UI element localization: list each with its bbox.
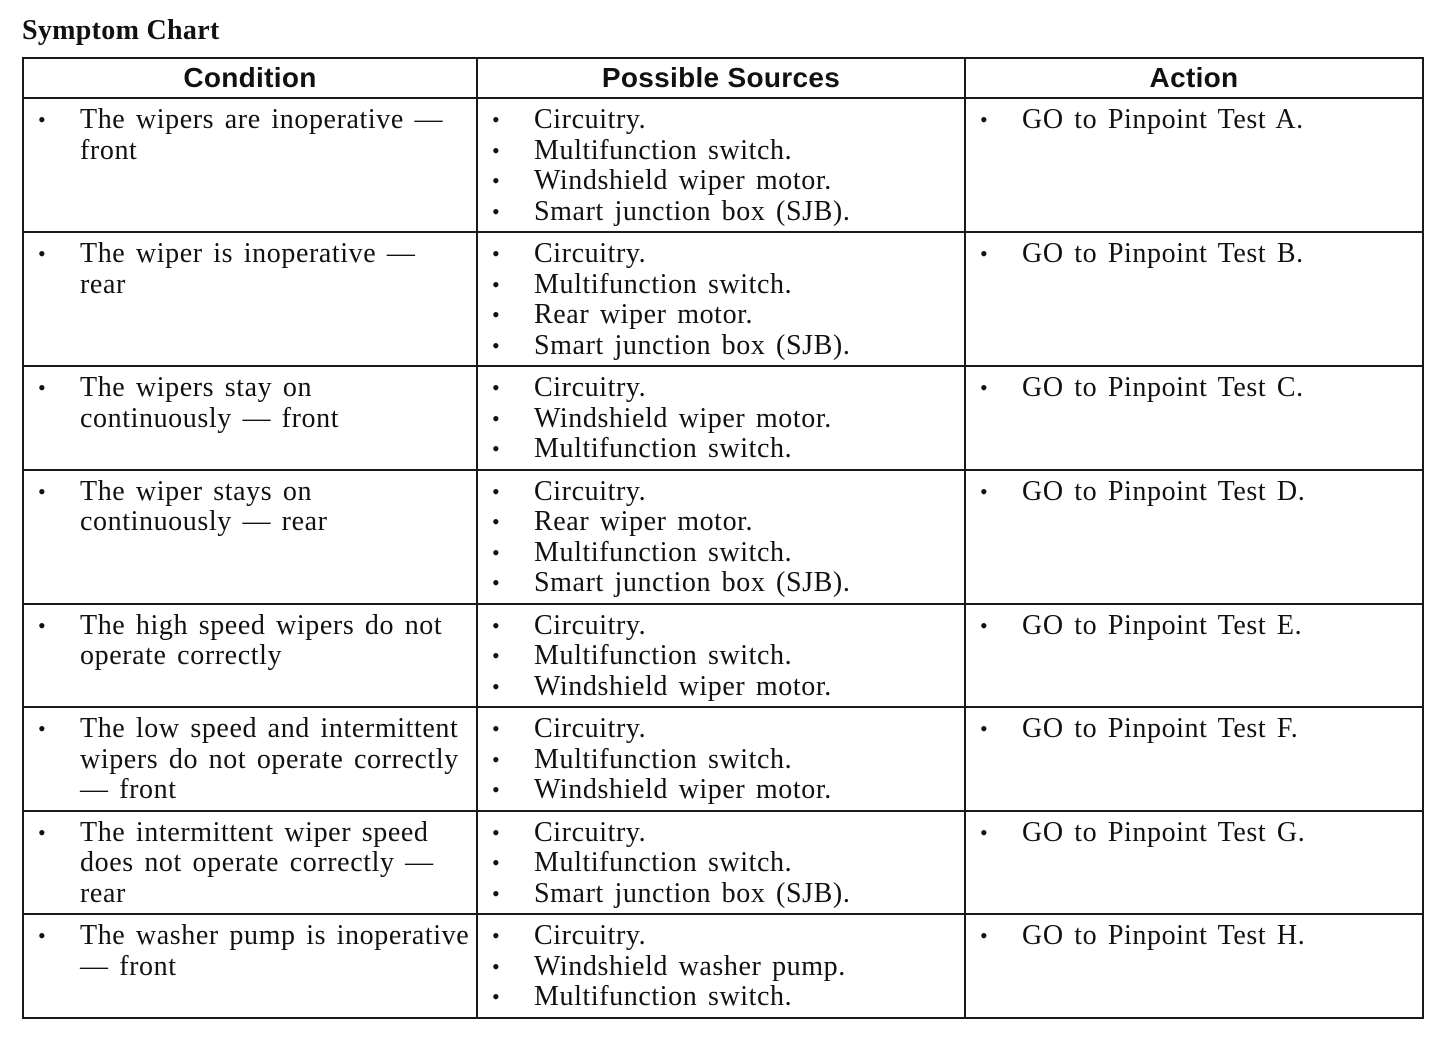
sources-cell: [477, 604, 965, 708]
action-text: GO to Pinpoint Test F.: [1022, 713, 1299, 744]
source-text: Circuitry.: [534, 238, 647, 269]
list-item: [478, 239, 958, 270]
list-item: [478, 672, 958, 703]
action-cell: [965, 366, 1423, 470]
action-cell: [965, 470, 1423, 604]
sources-cell: [477, 232, 965, 366]
list-item: [24, 921, 470, 982]
condition-cell: [23, 232, 477, 366]
bullet-icon: •: [492, 241, 501, 266]
bullet-icon: •: [492, 880, 501, 906]
list-item: [478, 300, 958, 331]
bullet-icon: •: [492, 612, 501, 638]
source-text: Smart junction box (SJB).: [534, 329, 851, 361]
condition-cell: [23, 707, 477, 811]
action-cell: [965, 604, 1423, 708]
source-text: Circuitry.: [534, 816, 647, 848]
sources-cell: [477, 98, 965, 232]
bullet-icon: •: [492, 850, 501, 875]
bullet-icon: •: [38, 612, 47, 638]
bullet-icon: •: [492, 984, 501, 1009]
source-text: Multifunction switch.: [534, 134, 793, 166]
source-text: Smart junction box (SJB).: [534, 195, 851, 227]
source-text: Circuitry.: [534, 372, 647, 403]
bullet-icon: •: [38, 375, 47, 400]
table-row: [23, 366, 1423, 470]
list-item: [478, 921, 958, 952]
condition-text: The wiper is inoperative — rear: [80, 238, 416, 300]
list-item: [966, 921, 1416, 952]
list-item: [478, 136, 958, 167]
condition-cell: [23, 604, 477, 708]
action-text: GO to Pinpoint Test E.: [1022, 609, 1303, 641]
table-row: [23, 604, 1423, 708]
bullet-icon: •: [38, 716, 47, 741]
bullet-icon: •: [492, 509, 501, 534]
table-row: [23, 470, 1423, 604]
list-item: [24, 373, 470, 434]
bullet-icon: •: [492, 198, 501, 224]
source-text: Rear wiper motor.: [534, 506, 754, 537]
bullet-icon: •: [492, 643, 501, 668]
sources-cell: [477, 366, 965, 470]
list-item: [966, 477, 1416, 508]
condition-cell: [23, 366, 477, 470]
list-item: [478, 197, 958, 228]
condition-cell: [23, 914, 477, 1018]
bullet-icon: •: [492, 746, 501, 772]
bullet-icon: •: [492, 673, 501, 699]
condition-cell: [23, 98, 477, 232]
list-item: [478, 611, 958, 642]
bullet-icon: •: [38, 819, 47, 845]
sources-cell: [477, 914, 965, 1018]
bullet-icon: •: [38, 241, 47, 266]
column-header-action: Action: [965, 58, 1423, 98]
source-text: Multifunction switch.: [534, 847, 793, 878]
list-item: [478, 568, 958, 599]
bullet-icon: •: [492, 271, 501, 297]
list-item: [966, 239, 1416, 270]
bullet-icon: •: [38, 923, 47, 948]
bullet-icon: •: [492, 777, 501, 802]
sources-cell: [477, 470, 965, 604]
bullet-icon: •: [38, 107, 47, 132]
source-text: Circuitry.: [534, 475, 647, 507]
bullet-icon: •: [492, 107, 501, 132]
bullet-icon: •: [980, 107, 989, 132]
column-header-condition: Condition: [23, 58, 477, 98]
condition-cell: [23, 470, 477, 604]
bullet-icon: •: [492, 332, 501, 358]
condition-cell: [23, 811, 477, 915]
source-text: Multifunction switch.: [534, 268, 793, 300]
list-item: [966, 373, 1416, 404]
source-text: Multifunction switch.: [534, 433, 793, 464]
action-text: GO to Pinpoint Test C.: [1022, 372, 1304, 403]
list-item: [24, 611, 470, 672]
table-row: [23, 707, 1423, 811]
list-item: [24, 818, 470, 910]
list-item: [478, 434, 958, 465]
source-text: Windshield wiper motor.: [534, 402, 832, 434]
condition-text: The wipers stay on continuously — front: [80, 372, 340, 434]
list-item: [478, 879, 958, 910]
list-item: [478, 270, 958, 301]
action-text: GO to Pinpoint Test G.: [1022, 816, 1306, 848]
condition-text: The low speed and intermittent wipers do not operate correctly — front: [80, 713, 459, 805]
bullet-icon: •: [492, 478, 501, 504]
source-text: Windshield washer pump.: [534, 950, 846, 982]
list-item: [24, 714, 470, 806]
action-text: GO to Pinpoint Test B.: [1022, 238, 1304, 269]
bullet-icon: •: [492, 405, 501, 431]
bullet-icon: •: [38, 478, 47, 504]
list-item: [478, 848, 958, 879]
table-row: [23, 232, 1423, 366]
bullet-icon: •: [492, 570, 501, 595]
list-item: [478, 166, 958, 197]
source-text: Circuitry.: [534, 609, 647, 641]
action-cell: [965, 914, 1423, 1018]
source-text: Windshield wiper motor.: [534, 165, 832, 196]
condition-text: The high speed wipers do not operate correctly: [80, 609, 443, 671]
list-item: [478, 745, 958, 776]
list-item: [478, 818, 958, 849]
bullet-icon: •: [492, 539, 501, 565]
list-item: [24, 239, 470, 300]
bullet-icon: •: [492, 302, 501, 327]
action-text: GO to Pinpoint Test A.: [1022, 104, 1304, 135]
source-text: Windshield wiper motor.: [534, 774, 832, 805]
source-text: Multifunction switch.: [534, 981, 793, 1012]
bullet-icon: •: [980, 241, 989, 266]
bullet-icon: •: [492, 375, 501, 400]
action-cell: [965, 98, 1423, 232]
symptom-chart-table: [22, 57, 1424, 1019]
list-item: [478, 373, 958, 404]
bullet-icon: •: [492, 953, 501, 979]
bullet-icon: •: [980, 819, 989, 845]
list-item: [478, 952, 958, 983]
list-item: [966, 714, 1416, 745]
list-item: [478, 641, 958, 672]
list-item: [478, 331, 958, 362]
source-text: Multifunction switch.: [534, 743, 793, 775]
condition-text: The wiper stays on continuously — rear: [80, 475, 328, 537]
condition-text: The washer pump is inoperative — front: [80, 920, 470, 982]
table-row: [23, 98, 1423, 232]
source-text: Circuitry.: [534, 920, 647, 951]
list-item: [24, 477, 470, 538]
bullet-icon: •: [980, 612, 989, 638]
table-row: [23, 811, 1423, 915]
bullet-icon: •: [492, 716, 501, 741]
source-text: Smart junction box (SJB).: [534, 877, 851, 909]
sources-cell: [477, 811, 965, 915]
table-row: [23, 914, 1423, 1018]
source-text: Circuitry.: [534, 104, 647, 135]
bullet-icon: •: [492, 923, 501, 948]
source-text: Smart junction box (SJB).: [534, 567, 851, 598]
source-text: Circuitry.: [534, 713, 647, 744]
action-text: GO to Pinpoint Test H.: [1022, 920, 1306, 951]
action-cell: [965, 811, 1423, 915]
list-item: [478, 538, 958, 569]
list-item: [478, 105, 958, 136]
list-item: [478, 982, 958, 1013]
bullet-icon: •: [492, 819, 501, 845]
bullet-icon: •: [492, 168, 501, 193]
bullet-icon: •: [980, 478, 989, 504]
source-text: Rear wiper motor.: [534, 299, 754, 330]
source-text: Multifunction switch.: [534, 536, 793, 568]
bullet-icon: •: [980, 923, 989, 948]
page-title: Symptom Chart: [22, 15, 220, 46]
list-item: [478, 714, 958, 745]
header-row: [23, 58, 1423, 98]
action-text: GO to Pinpoint Test D.: [1022, 475, 1306, 507]
bullet-icon: •: [492, 436, 501, 461]
list-item: [478, 477, 958, 508]
source-text: Windshield wiper motor.: [534, 670, 832, 702]
action-cell: [965, 707, 1423, 811]
list-item: [966, 818, 1416, 849]
action-cell: [965, 232, 1423, 366]
bullet-icon: •: [492, 137, 501, 163]
list-item: [966, 611, 1416, 642]
column-header-possible-sources: Possible Sources: [477, 58, 965, 98]
list-item: [478, 507, 958, 538]
list-item: [478, 775, 958, 806]
list-item: [24, 105, 470, 166]
condition-text: The intermittent wiper speed does not operate correctly — rear: [80, 816, 434, 909]
condition-text: The wipers are inoperative — front: [80, 104, 444, 166]
source-text: Multifunction switch.: [534, 640, 793, 671]
sources-cell: [477, 707, 965, 811]
bullet-icon: •: [980, 716, 989, 741]
list-item: [478, 404, 958, 435]
bullet-icon: •: [980, 375, 989, 400]
list-item: [966, 105, 1416, 136]
